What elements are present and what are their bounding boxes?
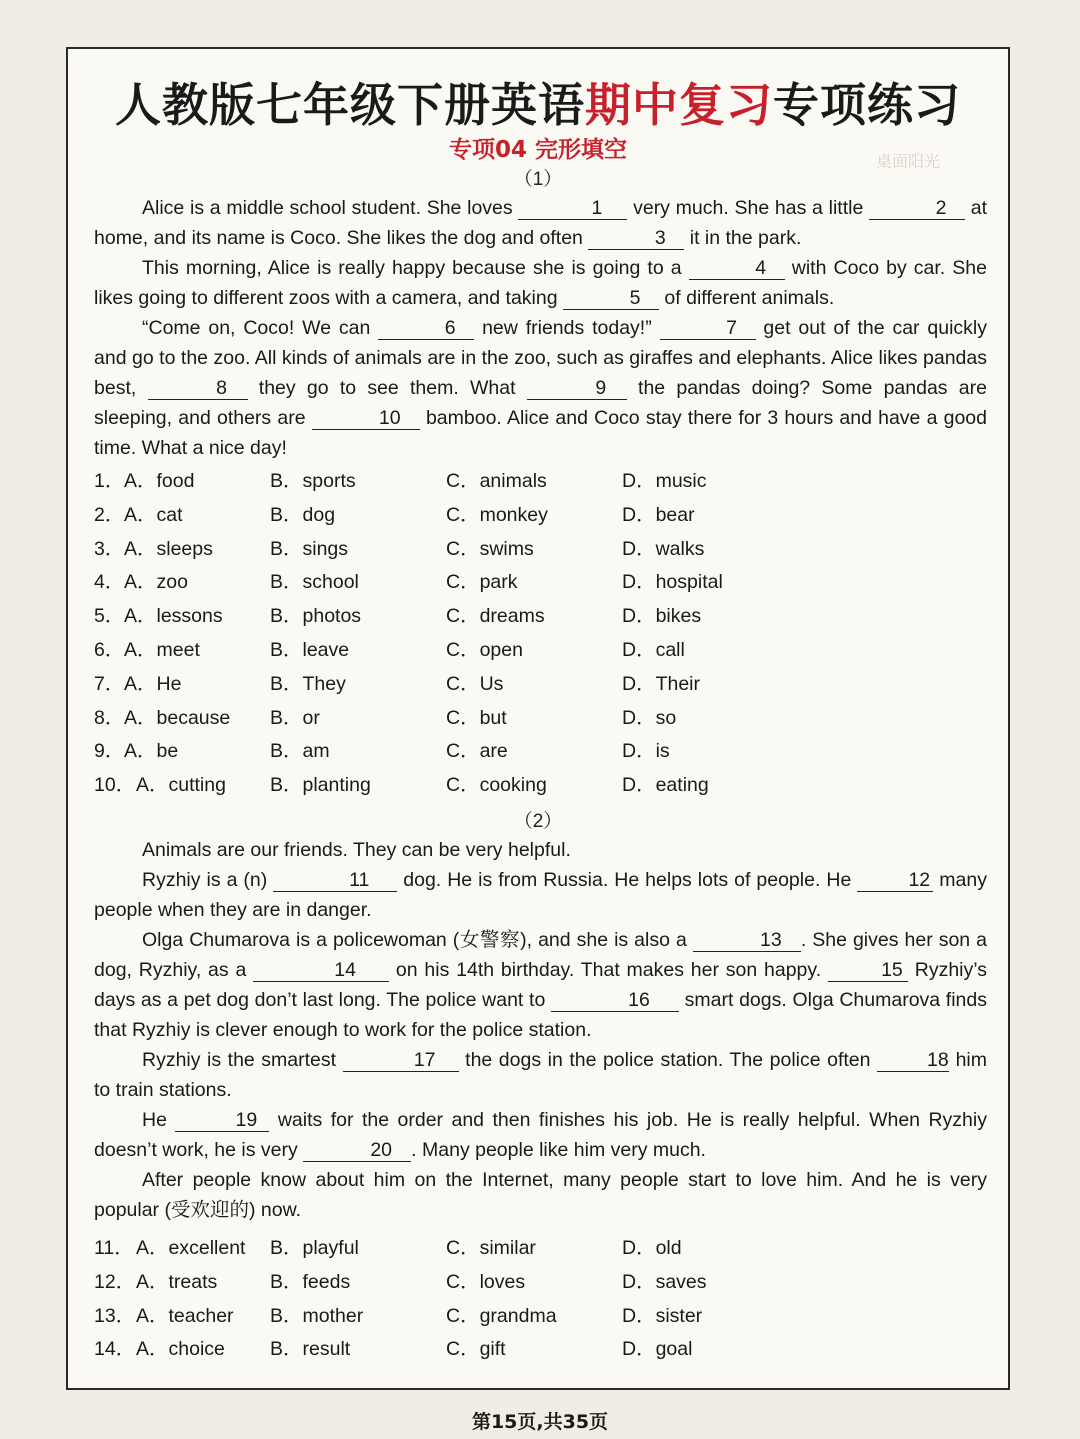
passage-text: bamboo. Alice and Coco stay there for 3 hours and have a good time. What a nice day! bbox=[94, 407, 987, 459]
question-number: 10． bbox=[94, 774, 136, 797]
question-number: 8． bbox=[94, 706, 125, 729]
passage-text: on his 14th birthday. That makes her son happy. bbox=[389, 959, 828, 981]
page-title: 人教版七年级下册英语期中复习专项练习 bbox=[115, 78, 961, 132]
passage-text: Alice is a middle school student. She loves bbox=[142, 197, 519, 219]
answer-blank[interactable]: 3 bbox=[588, 227, 684, 250]
passage-1-paragraph bbox=[94, 313, 987, 463]
passage-text: smart dogs. Olga Chumarova finds that Ryzhiy is clever enough to work for the police station. bbox=[94, 989, 988, 1041]
option-d[interactable]: D．bear bbox=[622, 503, 695, 526]
passage-text: Ryzhiy is the smartest bbox=[142, 1049, 343, 1071]
passage-text: He bbox=[142, 1109, 176, 1131]
passage-text: . She gives her son a dog, Ryzhiy, as a bbox=[94, 929, 987, 981]
section-subtitle: 专项04 完形填空 bbox=[448, 137, 627, 163]
option-d[interactable]: D．Their bbox=[622, 672, 701, 695]
option-d[interactable]: D．goal bbox=[622, 1338, 693, 1361]
passage-text: get out of the car quickly and go to the zoo. All kinds of animals are in the zoo, such as giraffes and elephants. Alice likes pandas best, bbox=[94, 317, 987, 399]
answer-blank[interactable]: 20 bbox=[303, 1139, 411, 1162]
option-b[interactable]: B．result bbox=[270, 1338, 351, 1361]
question-number: 5． bbox=[94, 605, 125, 628]
option-b[interactable]: B．leave bbox=[270, 638, 350, 661]
option-c[interactable]: C．cooking bbox=[446, 774, 547, 797]
question-number: 14． bbox=[94, 1338, 136, 1361]
option-b[interactable]: B．mother bbox=[270, 1304, 364, 1327]
option-c[interactable]: C．open bbox=[446, 638, 523, 661]
option-b[interactable]: B．dog bbox=[270, 503, 336, 526]
option-b[interactable]: B．playful bbox=[270, 1237, 359, 1259]
page-number: 第15页,共35页 bbox=[471, 1411, 609, 1433]
passage-text: Ryzhiy’s days as a pet dog don’t last long. The police want to bbox=[94, 959, 987, 1011]
passage-text: dog. He is from Russia. He helps lots of people. He bbox=[397, 869, 858, 891]
question-number: 1． bbox=[94, 470, 125, 492]
option-a[interactable]: A．sleeps bbox=[124, 537, 213, 560]
option-c[interactable]: C．monkey bbox=[446, 503, 548, 526]
option-a[interactable]: A．teacher bbox=[136, 1304, 234, 1327]
answer-blank[interactable]: 18 bbox=[877, 1049, 949, 1072]
option-a[interactable]: A．cat bbox=[124, 503, 183, 526]
option-c[interactable]: C．similar bbox=[446, 1237, 536, 1259]
passage-text: Animals are our friends. They can be very helpful. bbox=[142, 839, 571, 861]
passage-2-paragraph bbox=[94, 835, 987, 865]
option-a[interactable]: A．choice bbox=[136, 1338, 225, 1361]
passage-text: him to train stations. bbox=[94, 1049, 987, 1101]
question-number: 7． bbox=[94, 672, 125, 695]
question-number: 11． bbox=[94, 1237, 134, 1259]
question-number: 6． bbox=[94, 638, 125, 661]
option-a[interactable]: A．He bbox=[124, 672, 182, 695]
option-c[interactable]: C．Us bbox=[446, 672, 504, 695]
answer-blank[interactable]: 6 bbox=[378, 317, 474, 340]
passage-text: with Coco by car. She likes going to different zoos with a camera, and taking bbox=[94, 257, 987, 309]
option-a[interactable]: A．be bbox=[124, 740, 179, 763]
answer-blank[interactable]: 1 bbox=[518, 197, 627, 220]
option-b[interactable]: B．am bbox=[270, 740, 330, 763]
option-b[interactable]: B．sings bbox=[270, 537, 349, 560]
option-a[interactable]: A．treats bbox=[136, 1270, 218, 1293]
question-number: 3． bbox=[94, 537, 125, 560]
passage-2-paragraph bbox=[94, 865, 987, 925]
passage-text: they go to see them. What bbox=[247, 377, 527, 399]
section-2-label: （2） bbox=[513, 811, 563, 832]
option-d[interactable]: D．is bbox=[622, 740, 670, 763]
passage-text: After people know about him on the Internet, many people start to love him. And he is very popular (受欢迎的) now. bbox=[94, 1169, 987, 1221]
option-a[interactable]: A．because bbox=[124, 706, 231, 729]
option-b[interactable]: B．They bbox=[270, 672, 346, 695]
answer-blank[interactable]: 13 bbox=[693, 929, 801, 952]
passage-2-paragraph bbox=[94, 925, 987, 1045]
option-a[interactable]: A．cutting bbox=[136, 774, 226, 797]
question-number: 13． bbox=[94, 1304, 136, 1327]
option-b[interactable]: B．planting bbox=[270, 774, 371, 797]
option-c[interactable]: C．swims bbox=[446, 537, 534, 560]
option-c[interactable]: C．animals bbox=[446, 470, 547, 492]
answer-blank[interactable]: 12 bbox=[857, 869, 933, 892]
question-number: 9． bbox=[94, 740, 125, 763]
answer-blank[interactable]: 7 bbox=[660, 317, 756, 340]
option-b[interactable]: B．or bbox=[270, 706, 320, 729]
option-c[interactable]: C．grandma bbox=[446, 1304, 557, 1327]
option-d[interactable]: D．eating bbox=[622, 774, 709, 797]
answer-blank[interactable]: 2 bbox=[869, 197, 965, 220]
option-a[interactable]: A．zoo bbox=[124, 571, 188, 594]
passage-2-paragraph bbox=[94, 1105, 987, 1165]
option-d[interactable]: D．sister bbox=[622, 1304, 703, 1327]
passage-2-paragraph bbox=[94, 1165, 987, 1225]
option-d[interactable]: D．saves bbox=[622, 1270, 707, 1293]
section-1-label: （1） bbox=[513, 169, 563, 190]
option-c[interactable]: C．loves bbox=[446, 1270, 526, 1293]
answer-blank[interactable]: 4 bbox=[689, 257, 785, 280]
answer-blank[interactable]: 9 bbox=[527, 377, 627, 400]
answer-blank[interactable]: 8 bbox=[148, 377, 248, 400]
worksheet-page bbox=[66, 47, 1010, 1390]
question-number: 2． bbox=[94, 503, 125, 526]
answer-blank[interactable]: 19 bbox=[175, 1109, 269, 1132]
passage-1-paragraph bbox=[94, 253, 987, 313]
passage-text: Ryzhiy is a (n) bbox=[142, 869, 274, 891]
passage-text: the dogs in the police station. The police often bbox=[458, 1049, 878, 1071]
passage-text: of different animals. bbox=[659, 287, 835, 309]
option-a[interactable]: A．excellent bbox=[136, 1237, 246, 1259]
option-a[interactable]: A．meet bbox=[124, 638, 200, 661]
answer-blank[interactable]: 10 bbox=[312, 407, 420, 430]
watermark: 桌面阳光 bbox=[876, 152, 941, 171]
passage-1 bbox=[94, 193, 987, 463]
passage-text: at home, and its name is Coco. She likes the dog and often bbox=[94, 197, 987, 249]
option-b[interactable]: B．photos bbox=[270, 605, 362, 628]
option-d[interactable]: D．call bbox=[622, 638, 685, 661]
option-d[interactable]: D．so bbox=[622, 706, 677, 729]
passage-text: “Come on, Coco! We can bbox=[142, 317, 379, 339]
answer-blank[interactable]: 11 bbox=[273, 869, 397, 892]
option-d[interactable]: D．old bbox=[622, 1237, 682, 1259]
passage-text: many people when they are in danger. bbox=[94, 869, 987, 921]
option-c[interactable]: C．but bbox=[446, 706, 507, 729]
passage-text: . Many people like him very much. bbox=[411, 1139, 706, 1161]
option-c[interactable]: C．park bbox=[446, 571, 518, 594]
option-c[interactable]: C．gift bbox=[446, 1338, 506, 1361]
option-d[interactable]: D．walks bbox=[622, 537, 705, 560]
passage-text: waits for the order and then finishes his job. He is really helpful. When Ryzhiy doesn’t work, he is very bbox=[94, 1109, 987, 1161]
passage-text: new friends today!” bbox=[474, 317, 660, 339]
option-d[interactable]: D．music bbox=[622, 470, 707, 492]
passage-1-paragraph bbox=[94, 193, 987, 253]
answer-blank[interactable]: 16 bbox=[551, 989, 679, 1012]
option-b[interactable]: B．school bbox=[270, 571, 359, 594]
option-c[interactable]: C．are bbox=[446, 740, 508, 763]
passage-text: it in the park. bbox=[684, 227, 802, 249]
option-b[interactable]: B．feeds bbox=[270, 1270, 351, 1293]
passage-text: the pandas doing? Some pandas are sleeping, and others are bbox=[94, 377, 987, 429]
answer-blank[interactable]: 5 bbox=[563, 287, 659, 310]
passage-text: very much. She has a little bbox=[627, 197, 870, 219]
answer-blank[interactable]: 15 bbox=[828, 959, 908, 982]
option-d[interactable]: D．hospital bbox=[622, 571, 723, 594]
passage-2-paragraph bbox=[94, 1045, 987, 1105]
passage-2 bbox=[94, 835, 987, 1225]
passage-text: Olga Chumarova is a policewoman (女警察), and she is also a bbox=[142, 929, 693, 951]
answer-blank[interactable]: 17 bbox=[343, 1049, 459, 1072]
passage-text: This morning, Alice is really happy because she is going to a bbox=[142, 257, 689, 279]
answer-blank[interactable]: 14 bbox=[253, 959, 389, 982]
option-d[interactable]: D．bikes bbox=[622, 605, 702, 628]
option-b[interactable]: B．sports bbox=[270, 470, 356, 492]
question-number: 4． bbox=[94, 571, 125, 594]
option-c[interactable]: C．dreams bbox=[446, 605, 545, 628]
option-a[interactable]: A．food bbox=[124, 470, 195, 492]
option-a[interactable]: A．lessons bbox=[124, 605, 223, 628]
question-number: 12． bbox=[94, 1270, 136, 1293]
